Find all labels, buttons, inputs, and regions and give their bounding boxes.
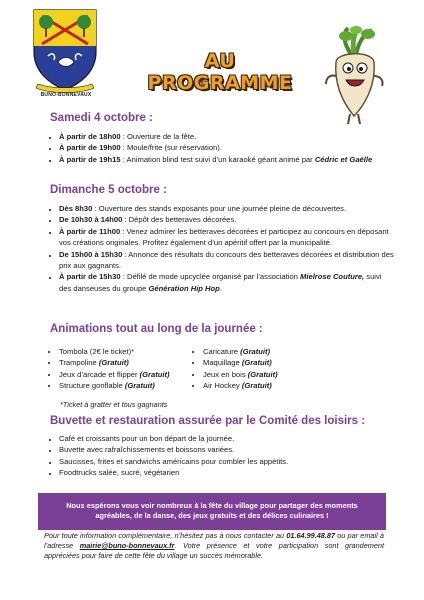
samedi-list	[46, 131, 395, 165]
list-item: • Caricature (Gratuit)	[203, 346, 353, 357]
list-item: • À partir de 19h15 : Animation blind test suivi d’un karaoké géant animé par Cédric et Gaëlle	[59, 154, 395, 165]
list-item: • Trampoline (Gratuit)	[59, 357, 209, 368]
list-item: • Jeux en bois (Gratuit)	[203, 369, 353, 380]
list-item: • Café et croissants pour un bon départ de la journée.	[59, 433, 395, 444]
list-item: • Structure gonflable (Gratuit)	[59, 380, 209, 391]
list-item: • Foodtrucks salée, sucré, végétarien	[59, 467, 395, 478]
list-item: • De 15h00 à 15h30 : Annonce des résultats du concours des betteraves décorées et distribution des prix aux gagnants.	[59, 249, 395, 272]
list-item: • À partir de 19h00 : Moule/frite (sur réservation).	[59, 142, 395, 153]
animations-right-list	[190, 346, 353, 392]
dimanche-list	[46, 203, 395, 294]
list-item: • À partir de 18h00 : Ouverture de la fête.	[59, 131, 395, 142]
list-item: • À partir de 15h30 : Défilé de mode upcyclée organisé par l’association Mielrose Couture, suivi des danseuses du groupe Génération Hip Hop.	[59, 271, 395, 294]
crest-banner-label: BUNO-BONNEVAUX	[40, 92, 92, 98]
list-item: • De 10h30 à 14h00 : Dépôt des betteraves décorées.	[59, 214, 395, 225]
village-crest-logo	[30, 6, 100, 94]
heading-samedi: Samedi 4 octobre :	[50, 112, 153, 124]
list-item: • Air Hockey (Gratuit)	[203, 380, 353, 391]
list-item: • Tombola (2€ le ticket)*	[59, 346, 209, 357]
beet-mascot-illustration	[322, 26, 386, 126]
buvette-list	[46, 433, 395, 479]
list-item: • Jeux d’arcade et flipper (Gratuit)	[59, 369, 209, 380]
contact-info: Pour toute information complémentaire, n’hésitez pas à nous contacter au 01.64.99.48.87 ou par email à l’adresse mairie@buno-bonnevaux.fr. Votre présence et votre participation sont grandement appréciées pour faire de cette fête du village un succès mémorable.	[44, 531, 384, 561]
email-link[interactable]: mairie@buno-bonnevaux.fr	[79, 541, 175, 551]
list-item: • À partir de 11h00 : Venez admirer les betteraves décorées et participez au concours en déposant vos créations originales. Profitez également d’un apéritif offert par la municipalité.	[59, 226, 395, 249]
list-item: • Buvette avec rafraîchissements et boissons variées.	[59, 444, 395, 455]
ticket-footnote: *Ticket à gratter et tous gagnants	[60, 400, 168, 409]
closing-banner: Nous espérons vous voir nombreux à la fête du village pour partager des moments agréables, de la danse, des jeux gratuits et des délices culinaires !	[38, 493, 386, 530]
phone-number: 01.64.99.48.87	[286, 531, 336, 540]
heading-buvette: Buvette et restauration assurée par le Comité des loisirs :	[50, 415, 366, 427]
heading-dimanche: Dimanche 5 octobre :	[50, 184, 167, 196]
list-item: • Saucisses, frites et sandwichs américains pour combler les appétits.	[59, 456, 395, 467]
page-title: AU PROGRAMME	[147, 50, 293, 94]
animations-left-list	[46, 346, 209, 392]
heading-animations: Animations tout au long de la journée :	[50, 323, 263, 335]
list-item: • Maquillage (Gratuit)	[203, 357, 353, 368]
list-item: • Dès 8h30 : Ouverture des stands exposants pour une journée pleine de découvertes.	[59, 203, 395, 214]
